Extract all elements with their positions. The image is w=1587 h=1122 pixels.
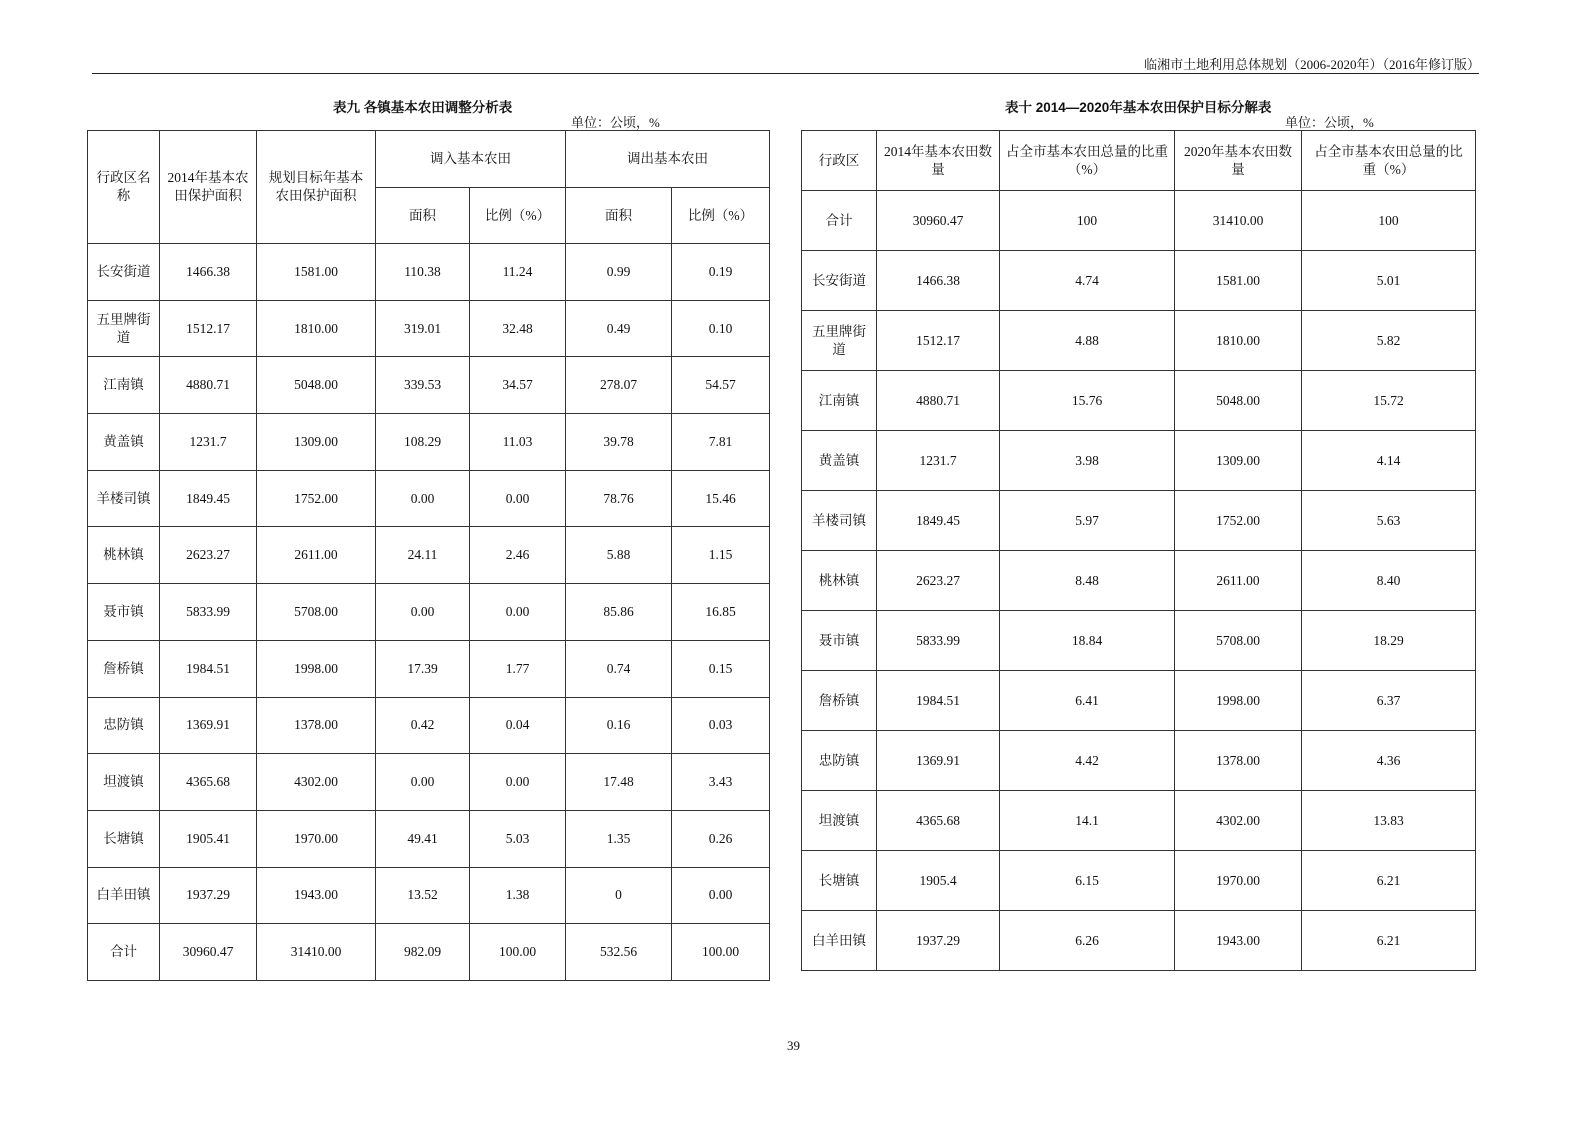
table9-cell: 30960.47: [160, 924, 257, 981]
table9-row: [88, 470, 770, 527]
table10-cell: 1943.00: [1175, 911, 1302, 971]
table9-row: [88, 754, 770, 811]
table10-cell: 30960.47: [877, 191, 1000, 251]
table9-cell: 108.29: [376, 414, 470, 471]
table10-cell: 5708.00: [1175, 611, 1302, 671]
table10-cell: 1378.00: [1175, 731, 1302, 791]
table10-row: [802, 611, 1476, 671]
table9-header-in-area: 面积: [376, 188, 470, 244]
table9-row: [88, 584, 770, 641]
table9-cell: 1984.51: [160, 640, 257, 697]
table10-cell: 1970.00: [1175, 851, 1302, 911]
table9-cell: 16.85: [672, 584, 770, 641]
table10-cell: 1905.4: [877, 851, 1000, 911]
table10-cell: 15.72: [1302, 371, 1476, 431]
table9-cell: 15.46: [672, 470, 770, 527]
table9-cell: 0.49: [566, 300, 672, 357]
table10-row: [802, 551, 1476, 611]
table9-cell: 85.86: [566, 584, 672, 641]
table10-cell: 1369.91: [877, 731, 1000, 791]
table10-cell: 桃林镇: [802, 551, 877, 611]
table9-cell: 0.00: [470, 754, 566, 811]
table9-row: [88, 300, 770, 357]
table10-cell: 14.1: [1000, 791, 1175, 851]
table9-row: [88, 357, 770, 414]
table9-cell: 1970.00: [257, 810, 376, 867]
table9-header-target: 规划目标年基本农田保护面积: [257, 131, 376, 244]
table10-cell: 4.14: [1302, 431, 1476, 491]
table9-cell: 0.00: [376, 470, 470, 527]
table10-cell: 1752.00: [1175, 491, 1302, 551]
table10-cell: 忠防镇: [802, 731, 877, 791]
table9-cell: 1466.38: [160, 244, 257, 301]
table9-header-out-area: 面积: [566, 188, 672, 244]
table9-cell: 1849.45: [160, 470, 257, 527]
table9-cell: 4880.71: [160, 357, 257, 414]
table10-cell: 2623.27: [877, 551, 1000, 611]
page-number: 39: [787, 1038, 800, 1053]
table9-cell: 五里牌街道: [88, 300, 160, 357]
table9-cell: 江南镇: [88, 357, 160, 414]
table9-cell: 532.56: [566, 924, 672, 981]
table9-cell: 110.38: [376, 244, 470, 301]
table10-cell: 4.36: [1302, 731, 1476, 791]
table9-cell: 桃林镇: [88, 527, 160, 584]
table9-cell: 1231.7: [160, 414, 257, 471]
table10-cell: 1984.51: [877, 671, 1000, 731]
table9: [87, 130, 770, 981]
table9-cell: 0.74: [566, 640, 672, 697]
table9-cell: 100.00: [470, 924, 566, 981]
table9-cell: 0.03: [672, 697, 770, 754]
table9-cell: 长安街道: [88, 244, 160, 301]
table9-cell: 2611.00: [257, 527, 376, 584]
table9-row: [88, 527, 770, 584]
table10-row: [802, 671, 1476, 731]
table10-cell: 4302.00: [1175, 791, 1302, 851]
document-header-title: 临湘市土地利用总体规划（2006-2020年）（2016年修订版）: [1144, 57, 1480, 72]
table9-cell: 319.01: [376, 300, 470, 357]
table10-cell: 4.88: [1000, 311, 1175, 371]
table10-cell: 6.21: [1302, 851, 1476, 911]
table9-cell: 11.24: [470, 244, 566, 301]
table10-header-row: [802, 131, 1476, 191]
table9-cell: 1378.00: [257, 697, 376, 754]
table9-cell: 0.04: [470, 697, 566, 754]
table10-cell: 6.15: [1000, 851, 1175, 911]
table10-header-qty2014: 2014年基本农田数量: [877, 131, 1000, 191]
table10-cell: 1466.38: [877, 251, 1000, 311]
table9-cell: 24.11: [376, 527, 470, 584]
table10-header-share2014: 占全市基本农田总量的比重（%）: [1000, 131, 1175, 191]
table10-cell: 6.26: [1000, 911, 1175, 971]
table9-header-out-ratio: 比例（%）: [672, 188, 770, 244]
table9-cell: 0.00: [470, 470, 566, 527]
table9-cell: 5833.99: [160, 584, 257, 641]
table10-cell: 江南镇: [802, 371, 877, 431]
table9-cell: 1512.17: [160, 300, 257, 357]
table9-cell: 坦渡镇: [88, 754, 160, 811]
table9-cell: 11.03: [470, 414, 566, 471]
table9-header-in-ratio: 比例（%）: [470, 188, 566, 244]
table9-cell: 0.00: [376, 754, 470, 811]
table10-cell: 1581.00: [1175, 251, 1302, 311]
table10-cell: 15.76: [1000, 371, 1175, 431]
table10-title: 表十 2014—2020年基本农田保护目标分解表: [1005, 100, 1272, 115]
table10-cell: 18.29: [1302, 611, 1476, 671]
table9-cell: 0.26: [672, 810, 770, 867]
table9-cell: 0.00: [376, 584, 470, 641]
table10-cell: 4.42: [1000, 731, 1175, 791]
table9-cell: 5.03: [470, 810, 566, 867]
table10-unit: 单位：公顷，%: [1285, 115, 1374, 130]
table9-cell: 忠防镇: [88, 697, 160, 754]
table10-cell: 坦渡镇: [802, 791, 877, 851]
table10-cell: 100: [1302, 191, 1476, 251]
table10-header-share2020: 占全市基本农田总量的比重（%）: [1302, 131, 1476, 191]
table9-header-row-1: [88, 131, 770, 188]
table9-cell: 0.00: [672, 867, 770, 924]
table9-cell: 1.77: [470, 640, 566, 697]
table9-cell: 0.10: [672, 300, 770, 357]
table10-cell: 1849.45: [877, 491, 1000, 551]
table10-row: [802, 191, 1476, 251]
table10-cell: 5.82: [1302, 311, 1476, 371]
table9-cell: 5708.00: [257, 584, 376, 641]
table9-cell: 0.99: [566, 244, 672, 301]
table10-cell: 羊楼司镇: [802, 491, 877, 551]
table10-cell: 5.01: [1302, 251, 1476, 311]
table10-cell: 6.21: [1302, 911, 1476, 971]
table10-cell: 1231.7: [877, 431, 1000, 491]
table10-cell: 8.48: [1000, 551, 1175, 611]
table9-row: [88, 924, 770, 981]
table9-cell: 长塘镇: [88, 810, 160, 867]
table10-header-qty2020: 2020年基本农田数量: [1175, 131, 1302, 191]
table9-cell: 1752.00: [257, 470, 376, 527]
table10-row: [802, 491, 1476, 551]
table10-cell: 3.98: [1000, 431, 1175, 491]
table9-cell: 羊楼司镇: [88, 470, 160, 527]
table10-cell: 5833.99: [877, 611, 1000, 671]
table10-cell: 5.63: [1302, 491, 1476, 551]
table9-cell: 1.35: [566, 810, 672, 867]
table10-row: [802, 251, 1476, 311]
table9-cell: 13.52: [376, 867, 470, 924]
table10-cell: 1512.17: [877, 311, 1000, 371]
table10-row: [802, 431, 1476, 491]
table9-header-out-group: 调出基本农田: [566, 131, 770, 188]
table10-cell: 100: [1000, 191, 1175, 251]
table10-row: [802, 311, 1476, 371]
table9-cell: 5048.00: [257, 357, 376, 414]
table10-row: [802, 731, 1476, 791]
table9-cell: 100.00: [672, 924, 770, 981]
table9-cell: 1937.29: [160, 867, 257, 924]
table9-cell: 1905.41: [160, 810, 257, 867]
table9-cell: 5.88: [566, 527, 672, 584]
table9-cell: 1998.00: [257, 640, 376, 697]
table10-cell: 5.97: [1000, 491, 1175, 551]
table10-cell: 5048.00: [1175, 371, 1302, 431]
table9-cell: 0.42: [376, 697, 470, 754]
table9-cell: 1.15: [672, 527, 770, 584]
table9-cell: 2623.27: [160, 527, 257, 584]
table10-cell: 1937.29: [877, 911, 1000, 971]
table10-cell: 6.41: [1000, 671, 1175, 731]
table10-cell: 聂市镇: [802, 611, 877, 671]
table9-row: [88, 697, 770, 754]
table9-cell: 4365.68: [160, 754, 257, 811]
table10-row: [802, 851, 1476, 911]
table9-cell: 白羊田镇: [88, 867, 160, 924]
table9-cell: 78.76: [566, 470, 672, 527]
table10-cell: 白羊田镇: [802, 911, 877, 971]
table10-cell: 长塘镇: [802, 851, 877, 911]
table10-cell: 8.40: [1302, 551, 1476, 611]
table9-cell: 0.15: [672, 640, 770, 697]
table10-cell: 4880.71: [877, 371, 1000, 431]
table10-cell: 4365.68: [877, 791, 1000, 851]
table9-row: [88, 640, 770, 697]
table10-cell: 詹桥镇: [802, 671, 877, 731]
table9-unit: 单位：公顷，%: [571, 115, 660, 130]
table10-cell: 13.83: [1302, 791, 1476, 851]
table10-cell: 1309.00: [1175, 431, 1302, 491]
table9-cell: 聂市镇: [88, 584, 160, 641]
table9-title: 表九 各镇基本农田调整分析表: [333, 100, 513, 115]
table9-header-base2014: 2014年基本农田保护面积: [160, 131, 257, 244]
table10-row: [802, 791, 1476, 851]
table9-row: [88, 867, 770, 924]
table9-cell: 31410.00: [257, 924, 376, 981]
table10-row: [802, 911, 1476, 971]
table9-cell: 278.07: [566, 357, 672, 414]
table9-cell: 1369.91: [160, 697, 257, 754]
table9-cell: 54.57: [672, 357, 770, 414]
table9-row: [88, 810, 770, 867]
table10-cell: 1810.00: [1175, 311, 1302, 371]
table10-cell: 2611.00: [1175, 551, 1302, 611]
table9-header-in-group: 调入基本农田: [376, 131, 566, 188]
table9-cell: 2.46: [470, 527, 566, 584]
table9-cell: 7.81: [672, 414, 770, 471]
table9-cell: 0.00: [470, 584, 566, 641]
table9-cell: 3.43: [672, 754, 770, 811]
table9-cell: 4302.00: [257, 754, 376, 811]
table9-cell: 1810.00: [257, 300, 376, 357]
table10-cell: 18.84: [1000, 611, 1175, 671]
table10-header-region: 行政区: [802, 131, 877, 191]
table9-cell: 339.53: [376, 357, 470, 414]
table9-cell: 982.09: [376, 924, 470, 981]
table9-cell: 0.19: [672, 244, 770, 301]
table9-cell: 黄盖镇: [88, 414, 160, 471]
table10-cell: 长安街道: [802, 251, 877, 311]
table9-cell: 1581.00: [257, 244, 376, 301]
table10-cell: 31410.00: [1175, 191, 1302, 251]
table10-cell: 4.74: [1000, 251, 1175, 311]
table9-cell: 1943.00: [257, 867, 376, 924]
table9-cell: 32.48: [470, 300, 566, 357]
table10: [801, 130, 1476, 971]
table9-cell: 49.41: [376, 810, 470, 867]
table10-cell: 6.37: [1302, 671, 1476, 731]
table9-cell: 39.78: [566, 414, 672, 471]
table10-row: [802, 371, 1476, 431]
table9-cell: 1309.00: [257, 414, 376, 471]
table9-cell: 0: [566, 867, 672, 924]
table9-cell: 17.39: [376, 640, 470, 697]
table9-row: [88, 244, 770, 301]
table9-cell: 合计: [88, 924, 160, 981]
table10-cell: 1998.00: [1175, 671, 1302, 731]
table9-cell: 34.57: [470, 357, 566, 414]
table9-row: [88, 414, 770, 471]
table10-cell: 五里牌街道: [802, 311, 877, 371]
header-divider: [92, 73, 1479, 74]
table9-cell: 0.16: [566, 697, 672, 754]
table10-cell: 合计: [802, 191, 877, 251]
table9-header-region: 行政区名称: [88, 131, 160, 244]
table10-cell: 黄盖镇: [802, 431, 877, 491]
table9-cell: 1.38: [470, 867, 566, 924]
table9-cell: 詹桥镇: [88, 640, 160, 697]
table9-cell: 17.48: [566, 754, 672, 811]
